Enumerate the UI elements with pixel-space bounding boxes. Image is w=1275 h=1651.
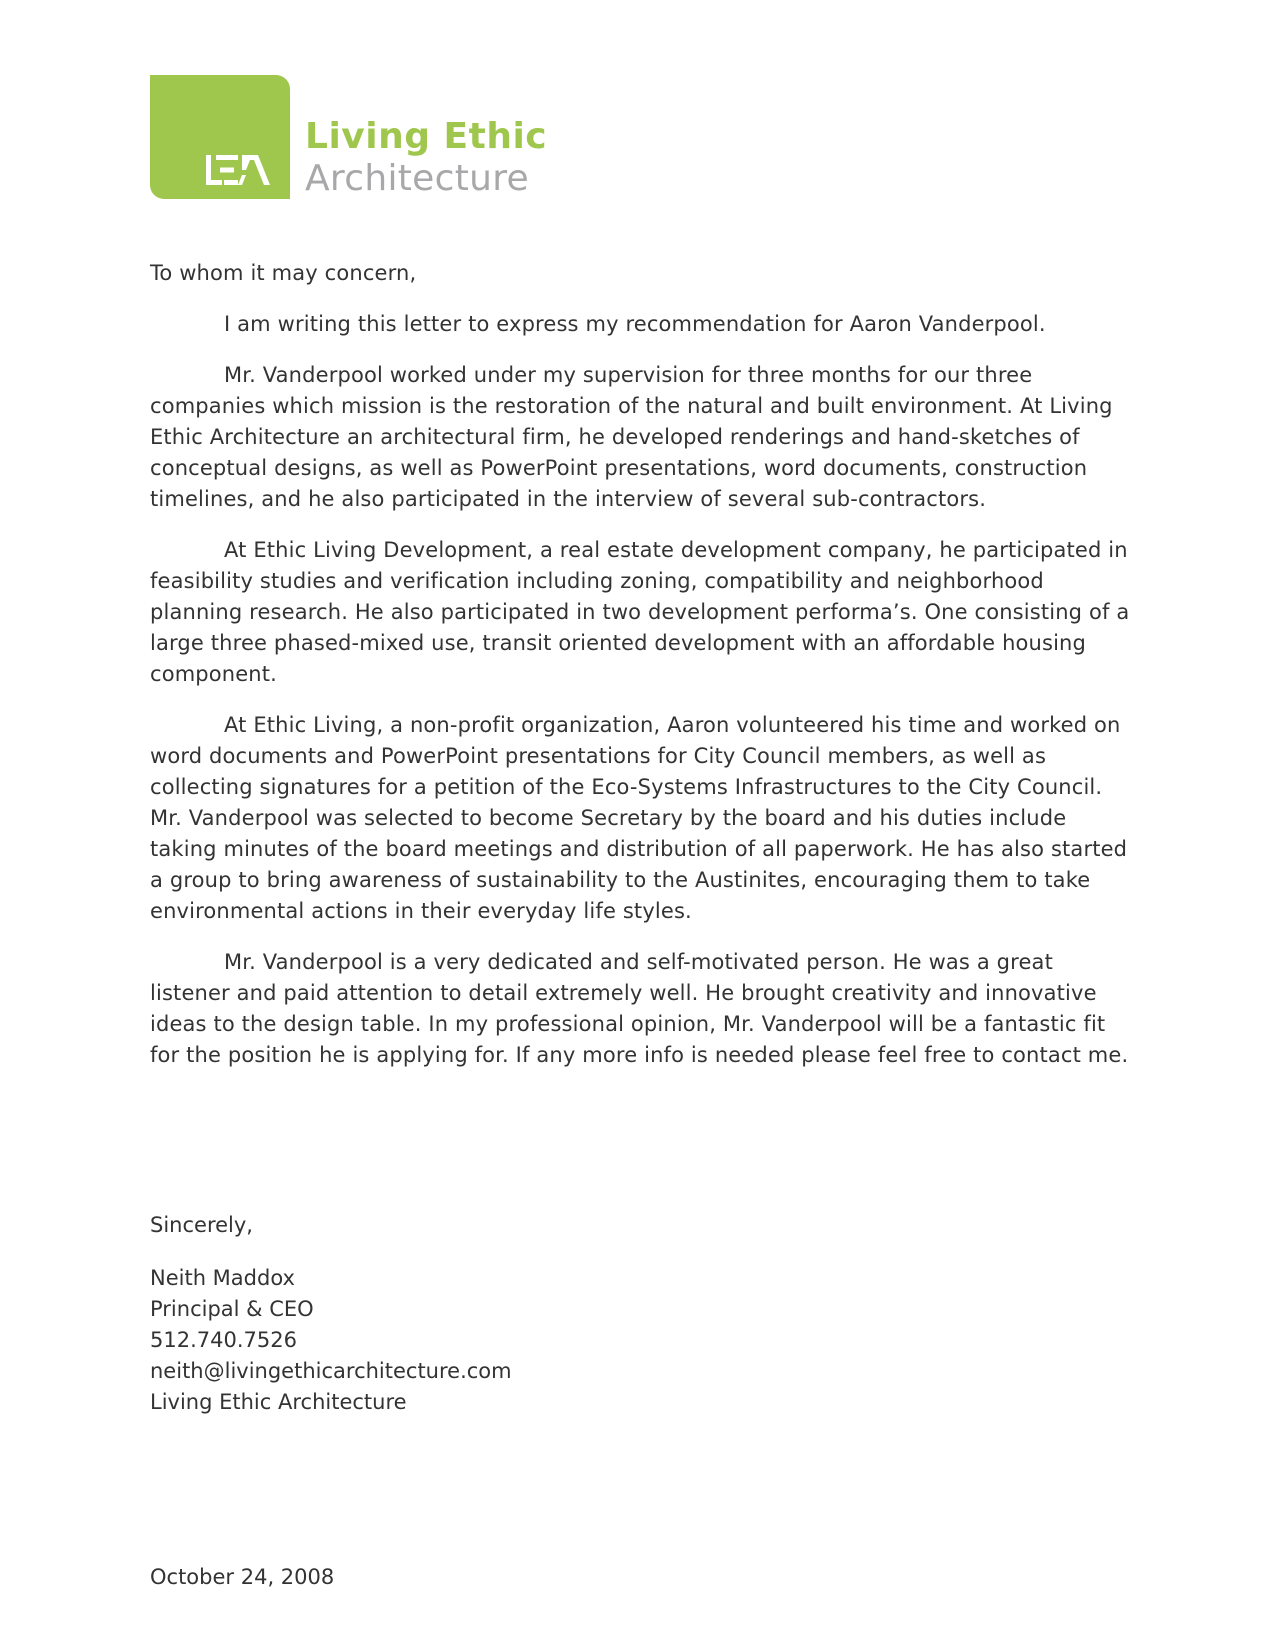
signer-title: Principal & CEO (150, 1297, 314, 1321)
logo-box (150, 75, 290, 199)
signature-block (150, 1263, 512, 1418)
paragraph-recommendation: Mr. Vanderpool is a very dedicated and self-motivated person. He was a great listener and paid attention to detail extremely well. He brought creativity and innovative ideas to the design table. In my professional opinion, Mr. Vanderpool will be a fantastic fit for the position he is applying for. If any more info is needed please feel free to contact me. (150, 950, 1129, 1067)
signer-name: Neith Maddox (150, 1266, 295, 1290)
letter-body (150, 258, 1130, 1091)
company-name-line2: Architecture (305, 158, 529, 199)
closing: Sincerely, (150, 1213, 253, 1237)
signer-phone: 512.740.7526 (150, 1328, 297, 1352)
greeting: To whom it may concern, (150, 261, 417, 285)
letter-date: October 24, 2008 (150, 1565, 335, 1589)
paragraph-intro: I am writing this letter to express my recommendation for Aaron Vanderpool. (224, 312, 1046, 336)
signer-email: neith@livingethicarchitecture.com (150, 1359, 512, 1383)
paragraph-architecture: Mr. Vanderpool worked under my supervision for three months for our three companies which mission is the restoration of the natural and built environment. At Living Ethic Architecture an architectural firm, he developed renderings and hand-sketches of conceptual designs, as well as PowerPoint presentations, word documents, construction timelines, and he also participated in the interview of several sub-contractors. (150, 363, 1113, 511)
company-logo (150, 75, 570, 205)
company-name-line1: Living Ethic (305, 116, 548, 157)
lea-monogram-icon (206, 155, 270, 185)
paragraph-development: At Ethic Living Development, a real estate development company, he participated in feasibility studies and verification including zoning, compatibility and neighborhood planning research. He also participated in two development performa’s. One consisting of a large three phased-mixed use, transit oriented development with an affordable housing component. (150, 538, 1130, 686)
signer-company: Living Ethic Architecture (150, 1390, 407, 1414)
paragraph-nonprofit: At Ethic Living, a non-profit organization, Aaron volunteered his time and worked on word documents and PowerPoint presentations for City Council members, as well as collecting signatures for a petition of the Eco-Systems Infrastructures to the City Council. Mr. Vanderpool was selected to become Secretary by the board and his duties include taking minutes of the board meetings and distribution of all paperwork. He has also started a group to bring awareness of sustainability to the Austinites, encouraging them to take environmental actions in their everyday life styles. (150, 713, 1128, 923)
